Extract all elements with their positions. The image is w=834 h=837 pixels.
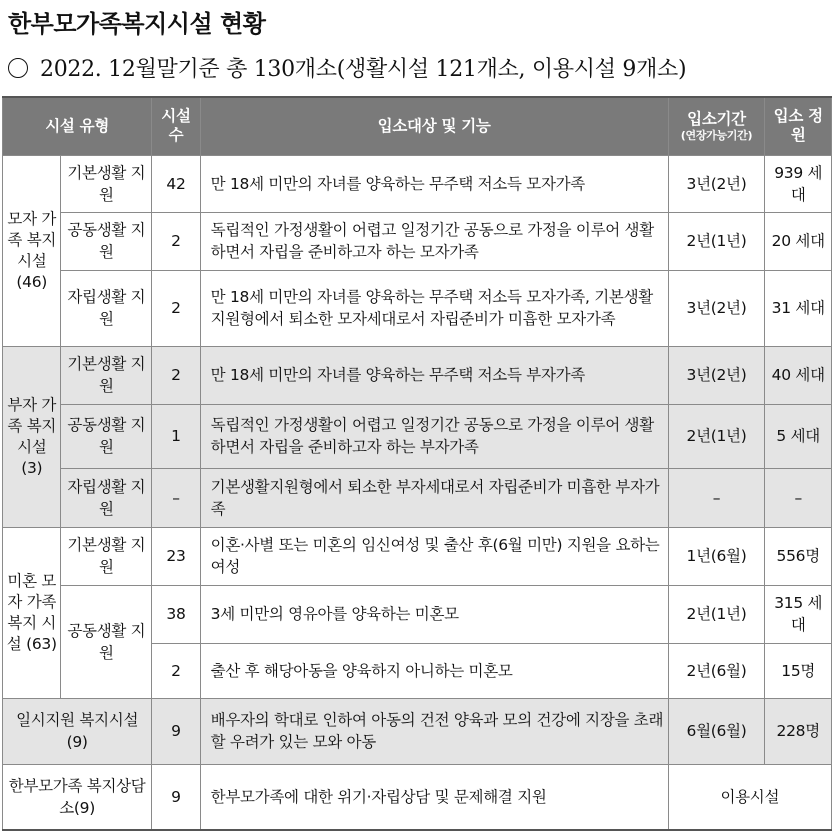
- table-row: [3, 404, 832, 468]
- row-period: 2년(6월): [668, 643, 765, 698]
- header-period-label: 입소기간: [687, 109, 746, 128]
- row-period: 2년(1년): [668, 585, 765, 643]
- row-count: 38: [152, 585, 200, 643]
- row-capacity: 20 세대: [765, 212, 832, 270]
- header-target: 입소대상 및 기능: [200, 97, 668, 155]
- row-period: 2년(1년): [668, 404, 765, 468]
- row-count: 2: [152, 270, 200, 346]
- row-subtype: 자립생활 지원: [61, 468, 152, 527]
- row-capacity: –: [765, 468, 832, 527]
- row-capacity: 40 세대: [765, 346, 832, 404]
- row-subtype: 공동생활 지원: [61, 212, 152, 270]
- row-period: 3년(2년): [668, 155, 765, 212]
- header-capacity: 입소 정원: [765, 97, 832, 155]
- row-subtype: 기본생활 지원: [61, 155, 152, 212]
- row-capacity: 228명: [765, 698, 832, 764]
- header-row: [3, 97, 832, 155]
- row-desc: 독립적인 가정생활이 어렵고 일정기간 공동으로 가정을 이루어 생활하면서 자립을 준비하고자 하는 모자가족: [200, 212, 668, 270]
- row-count: 2: [152, 643, 200, 698]
- row-count: 23: [152, 527, 200, 585]
- table-row: [3, 764, 832, 830]
- row-capacity: 15명: [765, 643, 832, 698]
- row-desc: 이혼·사별 또는 미혼의 임신여성 및 출산 후(6월 미만) 지원을 요하는 여성: [200, 527, 668, 585]
- row-capacity: 315 세대: [765, 585, 832, 643]
- group-label-father: 부자 가족 복지 시설 (3): [3, 346, 61, 527]
- table-row: [3, 468, 832, 527]
- row-subtype: 기본생활 지원: [61, 527, 152, 585]
- subtitle: [8, 52, 686, 83]
- row-period: 6월(6월): [668, 698, 765, 764]
- row-period: 3년(2년): [668, 270, 765, 346]
- row-desc: 한부모가족에 대한 위기·자립상담 및 문제해결 지원: [200, 764, 668, 830]
- subtitle-text: 2022. 12월말기준 총 130개소(생활시설 121개소, 이용시설 9개소): [40, 57, 687, 82]
- row-desc: 기본생활지원형에서 퇴소한 부자세대로서 자립준비가 미흡한 부자가족: [200, 468, 668, 527]
- row-count: 42: [152, 155, 200, 212]
- table-row: [3, 270, 832, 346]
- table-row: [3, 527, 832, 585]
- row-count: 9: [152, 698, 200, 764]
- header-period-sub: (연장가능기간): [680, 128, 753, 142]
- header-count: 시설 수: [152, 97, 200, 155]
- row-count: 1: [152, 404, 200, 468]
- header-period: [668, 97, 765, 155]
- row-subtype: 자립생활 지원: [61, 270, 152, 346]
- row-count: 2: [152, 346, 200, 404]
- row-period: 3년(2년): [668, 346, 765, 404]
- facility-table: [2, 96, 832, 831]
- row-count: 2: [152, 212, 200, 270]
- circle-bullet-icon: [8, 58, 28, 78]
- row-capacity: 556명: [765, 527, 832, 585]
- table-row: [3, 698, 832, 764]
- header-type: 시설 유형: [3, 97, 152, 155]
- row-desc: 만 18세 미만의 자녀를 양육하는 무주택 저소득 부자가족: [200, 346, 668, 404]
- row-subtype: 공동생활 지원: [61, 585, 152, 698]
- row-capacity: 5 세대: [765, 404, 832, 468]
- row-subtype: 한부모가족 복지상담소(9): [3, 764, 152, 830]
- row-count: 9: [152, 764, 200, 830]
- row-period: 이용시설: [668, 764, 831, 830]
- table-row: [3, 155, 832, 212]
- row-period: 2년(1년): [668, 212, 765, 270]
- row-subtype: 기본생활 지원: [61, 346, 152, 404]
- row-desc: 배우자의 학대로 인하여 아동의 건전 양육과 모의 건강에 지장을 초래할 우려가 있는 모와 아동: [200, 698, 668, 764]
- table-row: [3, 212, 832, 270]
- row-capacity: 939 세대: [765, 155, 832, 212]
- row-subtype: 일시지원 복지시설(9): [3, 698, 152, 764]
- row-desc: 출산 후 해당아동을 양육하지 아니하는 미혼모: [200, 643, 668, 698]
- row-period: 1년(6월): [668, 527, 765, 585]
- table-row: [3, 346, 832, 404]
- row-desc: 독립적인 가정생활이 어렵고 일정기간 공동으로 가정을 이루어 생활하면서 자립을 준비하고자 하는 부자가족: [200, 404, 668, 468]
- row-desc: 3세 미만의 영유아를 양육하는 미혼모: [200, 585, 668, 643]
- table-row: [3, 585, 832, 643]
- group-label-mother: 모자 가족 복지 시설 (46): [3, 155, 61, 346]
- row-desc: 만 18세 미만의 자녀를 양육하는 무주택 저소득 모자가족, 기본생활지원형에서 퇴소한 모자세대로서 자립준비가 미흡한 모자가족: [200, 270, 668, 346]
- row-count: –: [152, 468, 200, 527]
- group-label-unwed: 미혼 모자 가족 복지 시설 (63): [3, 527, 61, 698]
- row-subtype: 공동생활 지원: [61, 404, 152, 468]
- page-title: 한부모가족복지시설 현황: [8, 10, 266, 38]
- row-desc: 만 18세 미만의 자녀를 양육하는 무주택 저소득 모자가족: [200, 155, 668, 212]
- row-capacity: 31 세대: [765, 270, 832, 346]
- row-period: –: [668, 468, 765, 527]
